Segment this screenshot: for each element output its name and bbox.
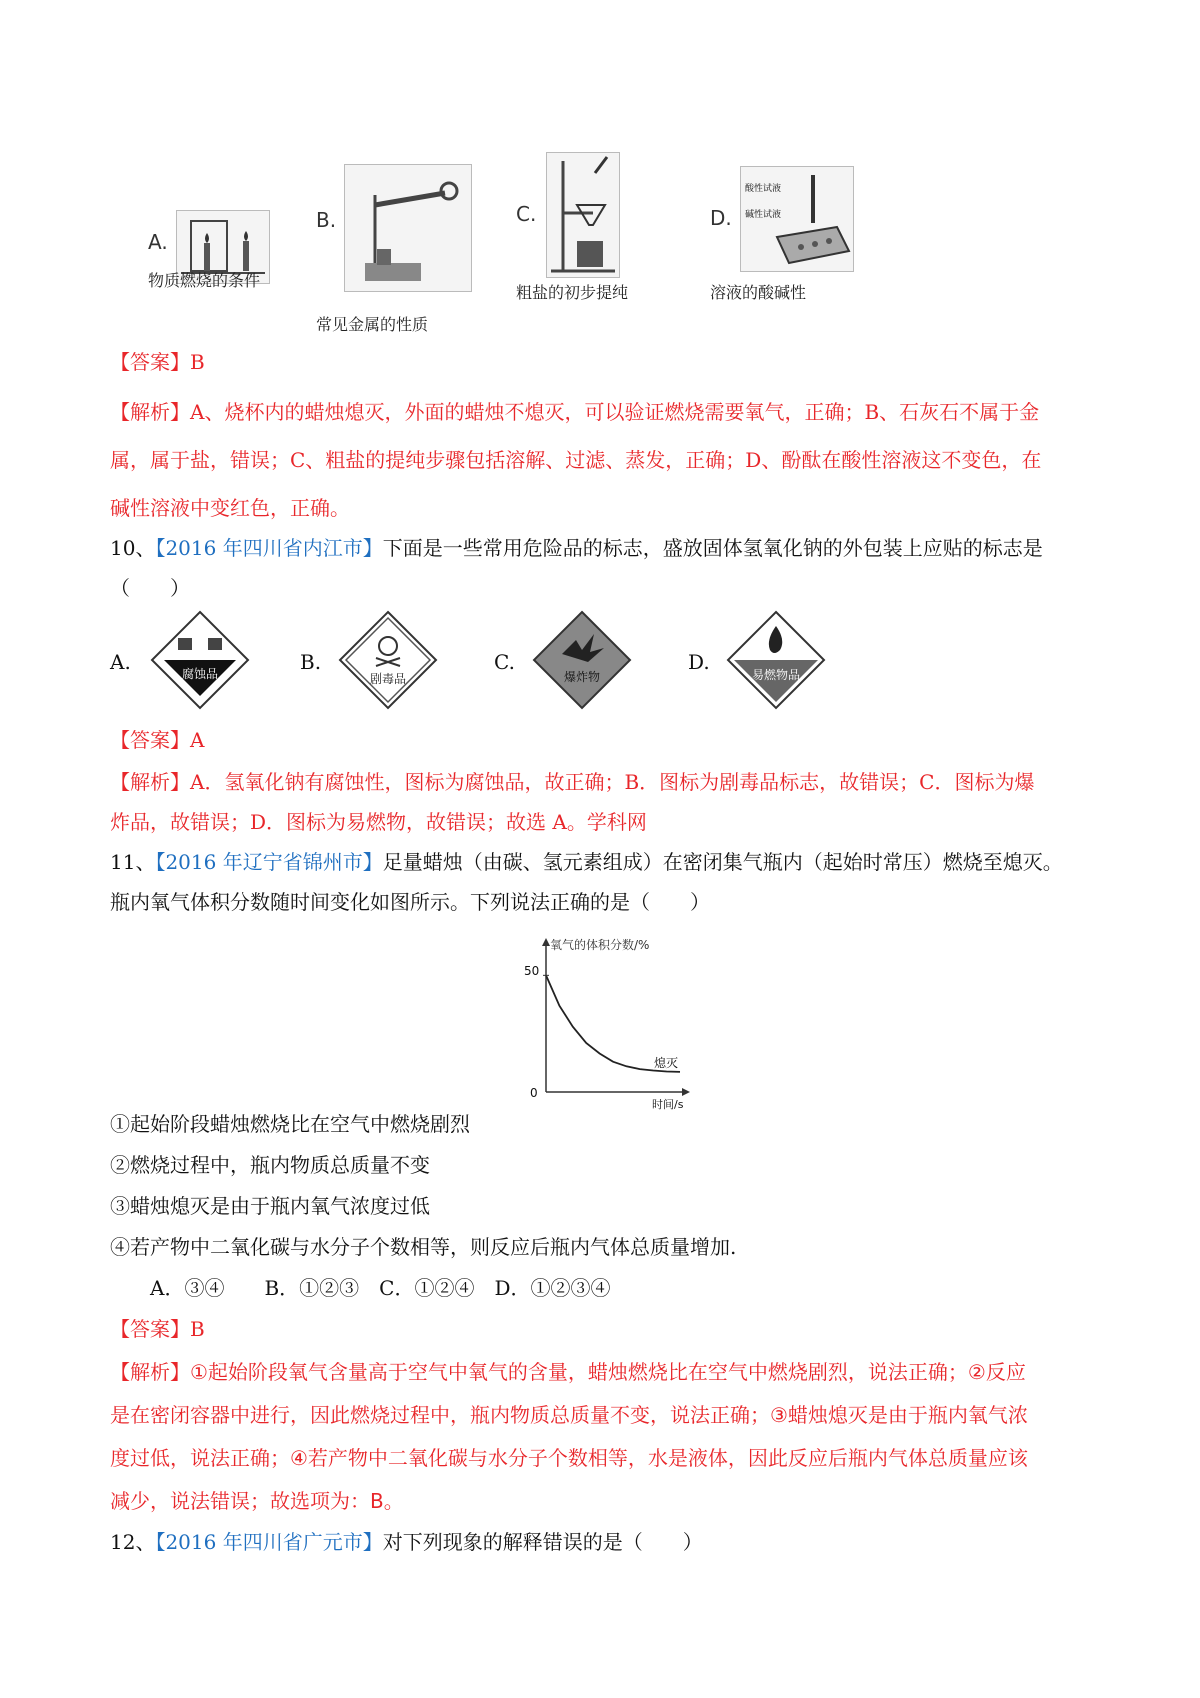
explosive-sign-icon (532, 610, 632, 710)
q11-analysis-line-1: 【解析】①起始阶段氧气含量高于空气中氧气的含量，蜡烛燃烧比在空气中燃烧剧烈，说法正确；②反应 (110, 1360, 1026, 1384)
flammable-sign-icon (726, 610, 826, 710)
chart-ylabel: 氧气的体积分数/% (550, 938, 650, 952)
q9-option-d-image (740, 166, 854, 272)
q10-number: 10、 (110, 536, 156, 560)
q9-option-a-caption: 物质燃烧的条件 (148, 271, 261, 290)
q10-analysis-line-2: 炸品，故错误；D．图标为易燃物，故错误；故选 A。学科网 (110, 810, 647, 834)
q10-analysis-line-1: 【解析】A．氢氧化钠有腐蚀性，图标为腐蚀品，故正确；B．图标为剧毒品标志，故错误；C．图标为爆 (110, 770, 1035, 794)
q10-option-c-sign (532, 610, 632, 710)
q11-analysis-line-3: 度过低，说法正确；④若产物中二氧化碳与水分子个数相等，水是液体，因此反应后瓶内气体总质量应该 (110, 1446, 1028, 1470)
q10-option-c-text: 爆炸物 (563, 670, 600, 684)
q11-number: 11、 (110, 850, 156, 874)
q9-option-c-letter: C. (516, 202, 537, 226)
q9-option-d-caption: 溶液的酸碱性 (710, 283, 807, 302)
q11-stem-text-1: 足量蜡烛（由碳、氢元素组成）在密闭集气瓶内（起始时常压）燃烧至熄灭。 (382, 850, 1063, 874)
q10-option-c-letter: C. (494, 650, 515, 674)
q11-source: 【2016 年辽宁省锦州市】 (155, 850, 383, 874)
q9-option-b-letter: B. (316, 208, 337, 232)
q11-stem-line-1 (110, 842, 1063, 882)
chart-annotation: 熄灭 (654, 1056, 679, 1070)
filtration-apparatus-icon (547, 153, 619, 277)
q9-d-label-base: 碱性试液 (745, 210, 782, 220)
q11-analysis-line-2: 是在密闭容器中进行，因此燃烧过程中，瓶内物质总质量不变，说法正确；③蜡烛熄灭是由于瓶内氧气浓 (110, 1403, 1028, 1427)
q10-option-d-sign (726, 610, 826, 710)
q10-stem (110, 528, 1043, 568)
q10-option-d-text: 易燃物品 (751, 668, 800, 682)
q11-statement-3: ③蜡烛熄灭是由于瓶内氧气浓度过低 (110, 1194, 430, 1218)
q10-sign-row (0, 610, 1200, 720)
q9-option-b-image (344, 164, 472, 292)
q10-option-a-letter: A. (110, 650, 131, 674)
q9-option-d-letter: D. (710, 206, 732, 230)
q9-option-b-caption: 常见金属的性质 (316, 315, 429, 334)
q9-option-c-caption: 粗盐的初步提纯 (516, 283, 629, 302)
q9-figure-row (0, 150, 1200, 340)
q12-stem (110, 1522, 703, 1562)
q10-option-b-text: 剧毒品 (369, 672, 406, 686)
q9-analysis-line-1: 【解析】A、烧杯内的蜡烛熄灭，外面的蜡烛不熄灭，可以验证燃烧需要氧气，正确；B、石灰石不属于金 (110, 400, 1040, 424)
q11-statement-2: ②燃烧过程中，瓶内物质总质量不变 (110, 1153, 430, 1177)
q10-source: 【2016 年四川省内江市】 (155, 536, 383, 560)
chart-ytick-50: 50 (524, 964, 540, 978)
q11-stem-line-2: 瓶内氧气体积分数随时间变化如图所示。下列说法正确的是（ ） (110, 890, 710, 914)
q12-source: 【2016 年四川省广元市】 (155, 1530, 383, 1554)
q12-number: 12、 (110, 1530, 156, 1554)
toxic-sign-icon (338, 610, 438, 710)
q9-option-c-image (546, 152, 620, 278)
chart-ytick-0: 0 (530, 1086, 538, 1100)
chart-xlabel: 时间/s (652, 1098, 684, 1111)
oxygen-volume-chart (520, 930, 690, 1105)
q9-analysis-line-3: 碱性溶液中变红色，正确。 (110, 496, 350, 520)
q10-option-d-letter: D. (688, 650, 710, 674)
q10-option-b-letter: B. (300, 650, 322, 674)
q9-answer: 【答案】B (110, 350, 205, 374)
q10-paren: （ ） (110, 576, 190, 600)
q10-option-a-text: 腐蚀品 (181, 667, 218, 681)
q11-analysis-line-4: 减少，说法错误；故选项为：B。 (110, 1489, 404, 1513)
q11-statement-1: ①起始阶段蜡烛燃烧比在空气中燃烧剧烈 (110, 1112, 470, 1136)
q11-statement-4: ④若产物中二氧化碳与水分子个数相等，则反应后瓶内气体总质量增加. (110, 1235, 737, 1259)
q11-answer: 【答案】B (110, 1317, 205, 1341)
q9-d-label-acid: 酸性试液 (745, 184, 782, 194)
q11-choices: A．③④ B．①②③ C．①②④ D．①②③④ (150, 1276, 611, 1300)
q10-stem-text: 下面是一些常用危险品的标志，盛放固体氢氧化钠的外包装上应贴的标志是 (382, 536, 1043, 560)
q9-analysis-line-2: 属，属于盐，错误；C、粗盐的提纯步骤包括溶解、过滤、蒸发，正确；D、酚酞在酸性溶液这不变色，在 (110, 448, 1042, 472)
q10-option-b-sign (338, 610, 438, 710)
metal-heating-apparatus-icon (345, 165, 471, 291)
q12-stem-text: 对下列现象的解释错误的是（ ） (382, 1530, 703, 1554)
corrosive-sign-icon (150, 610, 250, 710)
q10-answer: 【答案】A (110, 728, 205, 752)
q10-option-a-sign (150, 610, 250, 710)
q11-chart (520, 930, 690, 1111)
q9-option-a-letter: A. (148, 230, 168, 254)
